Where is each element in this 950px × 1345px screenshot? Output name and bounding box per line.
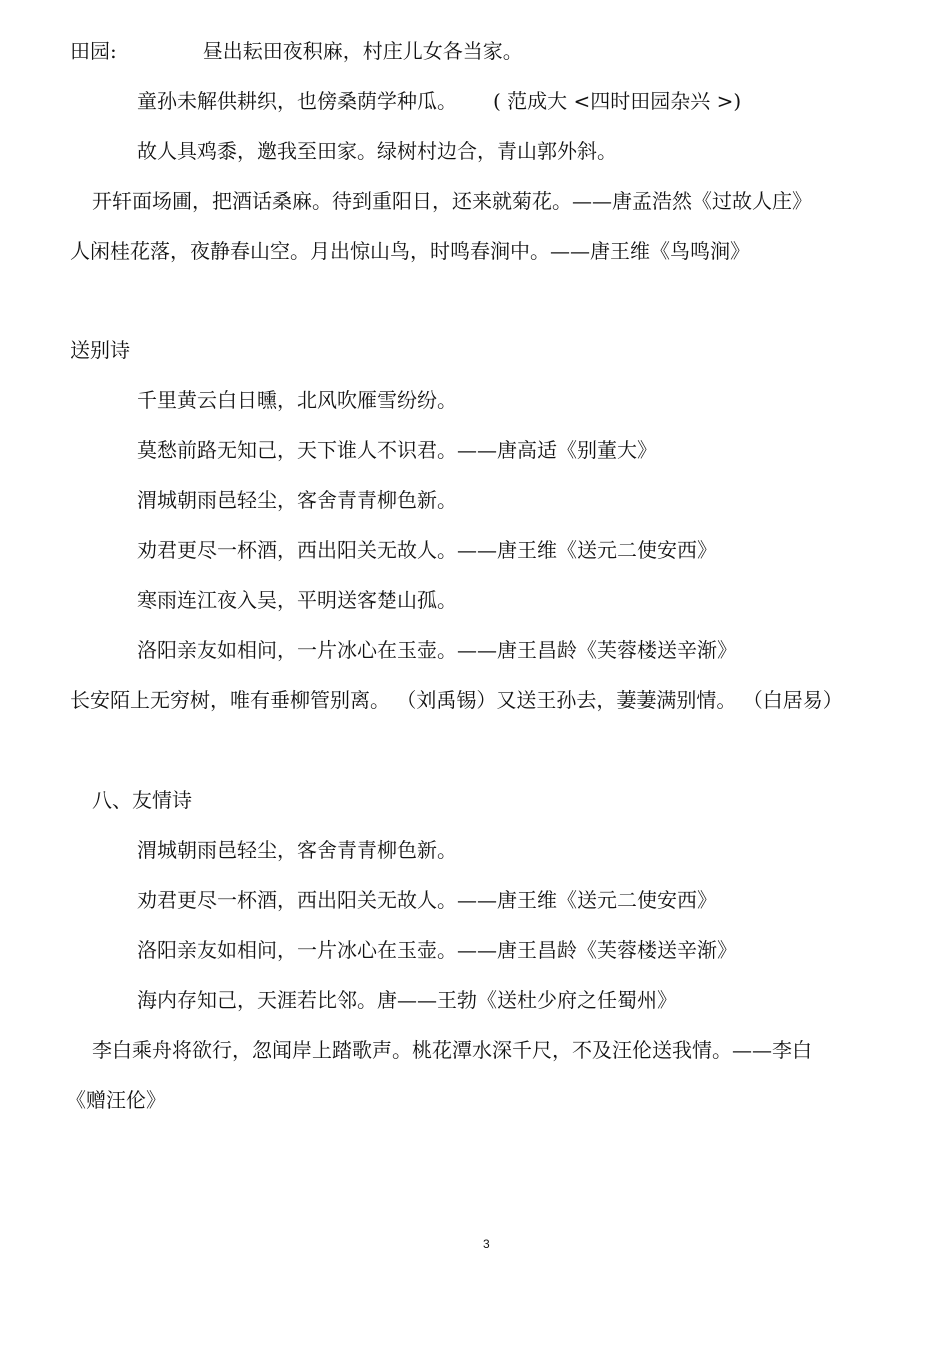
youqing-line-2: 劝君更尽一杯酒，西出阳关无故人。——唐王维《送元二使安西》 xyxy=(137,888,717,912)
songbie-line-2: 莫愁前路无知己，天下谁人不识君。——唐高适《别董大》 xyxy=(137,438,657,462)
youqing-line-4: 海内存知己，天涯若比邻。唐——王勃《送杜少府之任蜀州》 xyxy=(137,988,677,1012)
poem-source: ( 范成大 <四时田园杂兴 >) xyxy=(493,89,742,113)
tianyuan-line-3: 故人具鸡黍，邀我至田家。绿树村边合，青山郭外斜。 xyxy=(137,139,617,163)
songbie-last-line: 长安陌上无穷树，唯有垂柳管别离。 （刘禹锡）又送王孙去，萋萋满别情。 （白居易） xyxy=(70,688,843,712)
songbie-line-3: 渭城朝雨邑轻尘，客舍青青柳色新。 xyxy=(137,488,457,512)
youqing-line-3: 洛阳亲友如相问，一片冰心在玉壶。——唐王昌龄《芙蓉楼送辛渐》 xyxy=(137,938,737,962)
songbie-line-1: 千里黄云白日曛，北风吹雁雪纷纷。 xyxy=(137,388,457,412)
songbie-heading: 送别诗 xyxy=(70,338,130,362)
youqing-line-1: 渭城朝雨邑轻尘，客舍青青柳色新。 xyxy=(137,838,457,862)
poem-line: 童孙未解供耕织，也傍桑荫学种瓜。 xyxy=(137,89,457,113)
tianyuan-label: 田园: xyxy=(70,39,117,63)
youqing-libai-line-2: 《赠汪伦》 xyxy=(66,1088,166,1112)
tianyuan-line-2 xyxy=(137,87,741,115)
songbie-line-6: 洛阳亲友如相问，一片冰心在玉壶。——唐王昌龄《芙蓉楼送辛渐》 xyxy=(137,638,737,662)
youqing-heading: 八、友情诗 xyxy=(92,788,192,812)
youqing-libai-line-1: 李白乘舟将欲行，忽闻岸上踏歌声。桃花潭水深千尺，不及汪伦送我情。——李白 xyxy=(92,1038,812,1062)
page-number: 3 xyxy=(483,1237,490,1251)
tianyuan-line-1 xyxy=(70,37,523,65)
tianyuan-line-5: 人闲桂花落，夜静春山空。月出惊山鸟，时鸣春涧中。——唐王维《鸟鸣涧》 xyxy=(70,239,750,263)
tianyuan-line-4: 开轩面场圃，把酒话桑麻。待到重阳日，还来就菊花。——唐孟浩然《过故人庄》 xyxy=(92,189,812,213)
songbie-line-5: 寒雨连江夜入吴，平明送客楚山孤。 xyxy=(137,588,457,612)
songbie-line-4: 劝君更尽一杯酒，西出阳关无故人。——唐王维《送元二使安西》 xyxy=(137,538,717,562)
poem-line: 昼出耘田夜积麻，村庄儿女各当家。 xyxy=(202,39,523,63)
